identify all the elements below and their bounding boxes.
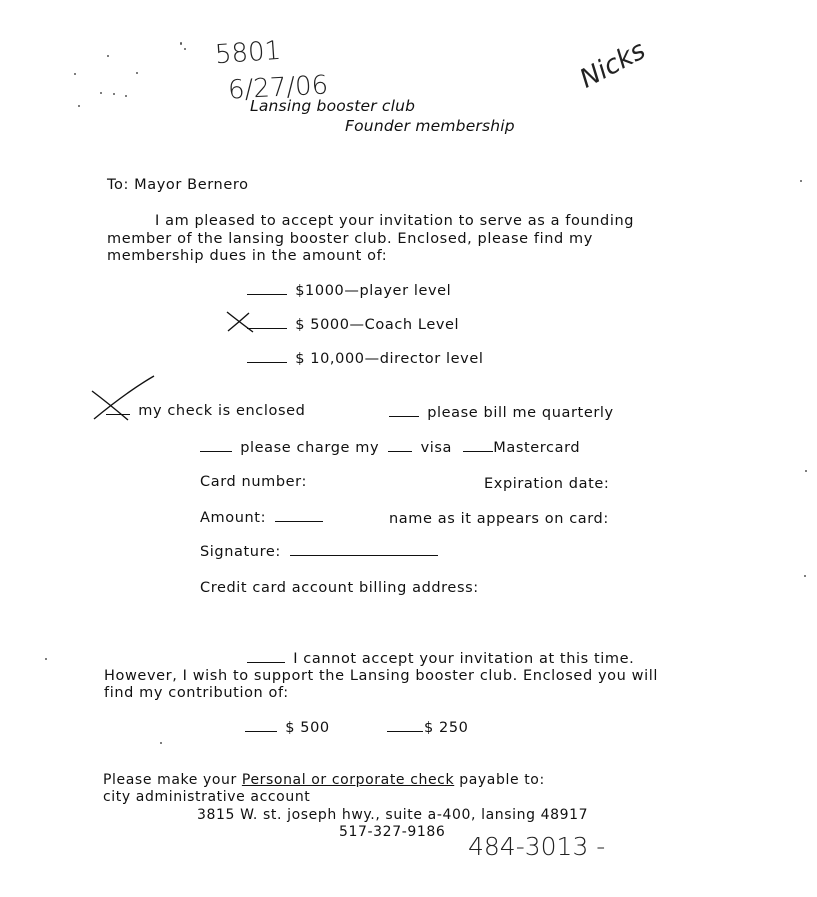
header-title: Lansing booster club bbox=[250, 97, 416, 115]
visa-label: visa bbox=[420, 440, 453, 456]
decline-blank bbox=[247, 661, 285, 663]
check-enclosed-label: my check is enclosed bbox=[138, 403, 306, 419]
handwritten-date: 6/27/06 bbox=[227, 70, 329, 106]
header-subtitle: Founder membership bbox=[345, 117, 515, 135]
decline-label: I cannot accept your invitation at this time. bbox=[293, 651, 635, 667]
scan-speck bbox=[100, 92, 102, 94]
letter-paragraph-line: membership dues in the amount of: bbox=[107, 248, 388, 264]
scan-speck bbox=[74, 73, 76, 75]
scan-speck bbox=[184, 48, 186, 50]
name-on-card-label: name as it appears on card: bbox=[389, 511, 609, 527]
scan-speck bbox=[160, 742, 162, 744]
decline-text-line: find my contribution of: bbox=[104, 685, 289, 701]
card-number-label: Card number: bbox=[200, 474, 307, 490]
scan-speck bbox=[113, 93, 115, 95]
charge-card-option bbox=[200, 440, 580, 456]
contribution-label: $ 250 bbox=[424, 720, 469, 736]
bill-quarterly-label: please bill me quarterly bbox=[427, 405, 614, 421]
contribution-option-500 bbox=[245, 720, 330, 736]
level-option-director bbox=[247, 351, 483, 367]
payable-text: Please make your bbox=[103, 772, 242, 788]
amount-field bbox=[200, 510, 326, 526]
visa-blank bbox=[388, 450, 412, 452]
bill-quarterly-blank bbox=[389, 415, 419, 417]
scan-speck bbox=[78, 105, 80, 107]
scan-speck bbox=[800, 180, 802, 182]
amount-label: Amount: bbox=[200, 510, 267, 526]
payable-instructions bbox=[103, 772, 545, 788]
scan-speck bbox=[125, 95, 127, 97]
scan-speck bbox=[136, 72, 138, 74]
level-blank bbox=[247, 293, 287, 295]
contribution-option-250 bbox=[387, 720, 469, 736]
charge-card-label: please charge my bbox=[240, 440, 380, 456]
letter-paragraph-line: member of the lansing booster club. Enclosed, please find my bbox=[107, 231, 593, 247]
payable-emphasis: Personal or corporate check bbox=[241, 772, 455, 788]
level-blank bbox=[247, 361, 287, 363]
billing-address-label: Credit card account billing address: bbox=[200, 580, 479, 596]
payee-name: city administrative account bbox=[103, 789, 311, 805]
bill-quarterly-option bbox=[389, 405, 614, 421]
signature-label: Signature: bbox=[200, 544, 281, 560]
payable-text: payable to: bbox=[454, 772, 545, 788]
mastercard-label: Mastercard bbox=[493, 440, 581, 456]
contribution-label: $ 500 bbox=[285, 720, 330, 736]
charge-card-blank bbox=[200, 450, 232, 452]
mastercard-blank bbox=[463, 450, 493, 452]
decline-text-line: However, I wish to support the Lansing booster club. Enclosed you will bbox=[104, 668, 658, 684]
scan-speck bbox=[805, 470, 807, 472]
handwritten-name: Nicks bbox=[575, 35, 651, 95]
handwritten-phone: 484-3013 - bbox=[468, 832, 606, 861]
letter-paragraph-line: I am pleased to accept your invitation to serve as a founding bbox=[155, 213, 635, 229]
coach-level-check-mark bbox=[225, 310, 255, 334]
signature-field bbox=[200, 544, 441, 560]
check-enclosed-check-mark bbox=[88, 373, 160, 423]
contribution-blank bbox=[387, 730, 423, 732]
scan-speck bbox=[804, 575, 806, 577]
scan-speck bbox=[180, 42, 182, 45]
scan-speck bbox=[45, 658, 47, 660]
payee-address: 3815 W. st. joseph hwy., suite a-400, lansing 48917 bbox=[197, 807, 589, 823]
level-option-player bbox=[247, 283, 451, 299]
signature-blank bbox=[290, 554, 438, 556]
letter-recipient: To: Mayor Bernero bbox=[107, 177, 249, 193]
contribution-blank bbox=[245, 730, 277, 732]
handwritten-number: 5801 bbox=[214, 35, 283, 71]
level-option-coach bbox=[247, 317, 459, 333]
level-label: $ 5000—Coach Level bbox=[295, 317, 460, 333]
scan-speck bbox=[107, 55, 109, 57]
expiration-date-label: Expiration date: bbox=[484, 476, 610, 492]
amount-blank bbox=[275, 520, 323, 522]
level-label: $1000—player level bbox=[295, 283, 452, 299]
level-label: $ 10,000—director level bbox=[295, 351, 484, 367]
decline-option bbox=[247, 651, 634, 667]
payee-phone: 517-327-9186 bbox=[339, 824, 446, 840]
